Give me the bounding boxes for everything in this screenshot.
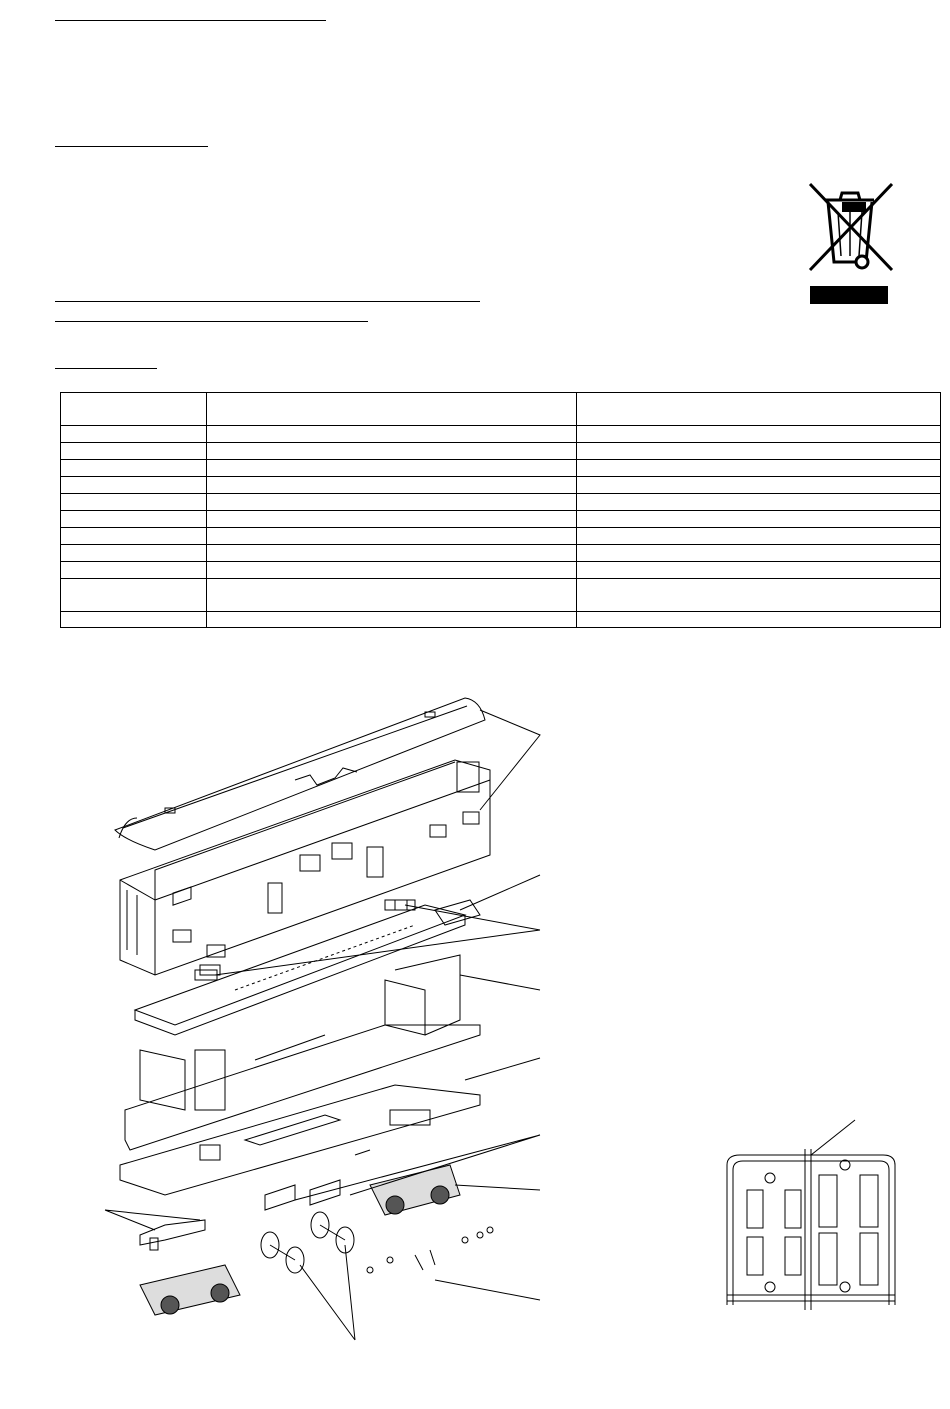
- wheelset-part: [261, 1212, 354, 1273]
- sprue-frame-drawing: [715, 1115, 905, 1315]
- table-row: [61, 545, 941, 562]
- table-row: [61, 460, 941, 477]
- section-rule-2: [55, 146, 208, 147]
- car-body-part: [120, 760, 490, 975]
- table-row: [61, 511, 941, 528]
- section-rule-3: [55, 301, 480, 302]
- crossed-out-wheeled-bin-icon: [800, 176, 900, 308]
- table-row: [61, 579, 941, 612]
- exploded-view-drawing: [95, 690, 545, 1360]
- table-row: [61, 494, 941, 511]
- table-row: [61, 612, 941, 628]
- table-row: [61, 443, 941, 460]
- sprue-callout-line: [811, 1120, 855, 1155]
- table-row: [61, 528, 941, 545]
- table-row: [61, 562, 941, 579]
- parts-table: [60, 392, 941, 628]
- section-rule-4: [55, 321, 368, 322]
- table-header-row: [61, 393, 941, 426]
- table-row: [61, 426, 941, 443]
- table-row: [61, 477, 941, 494]
- section-rule-1: [55, 20, 326, 21]
- small-parts: [367, 1227, 493, 1273]
- section-rule-5: [55, 368, 157, 369]
